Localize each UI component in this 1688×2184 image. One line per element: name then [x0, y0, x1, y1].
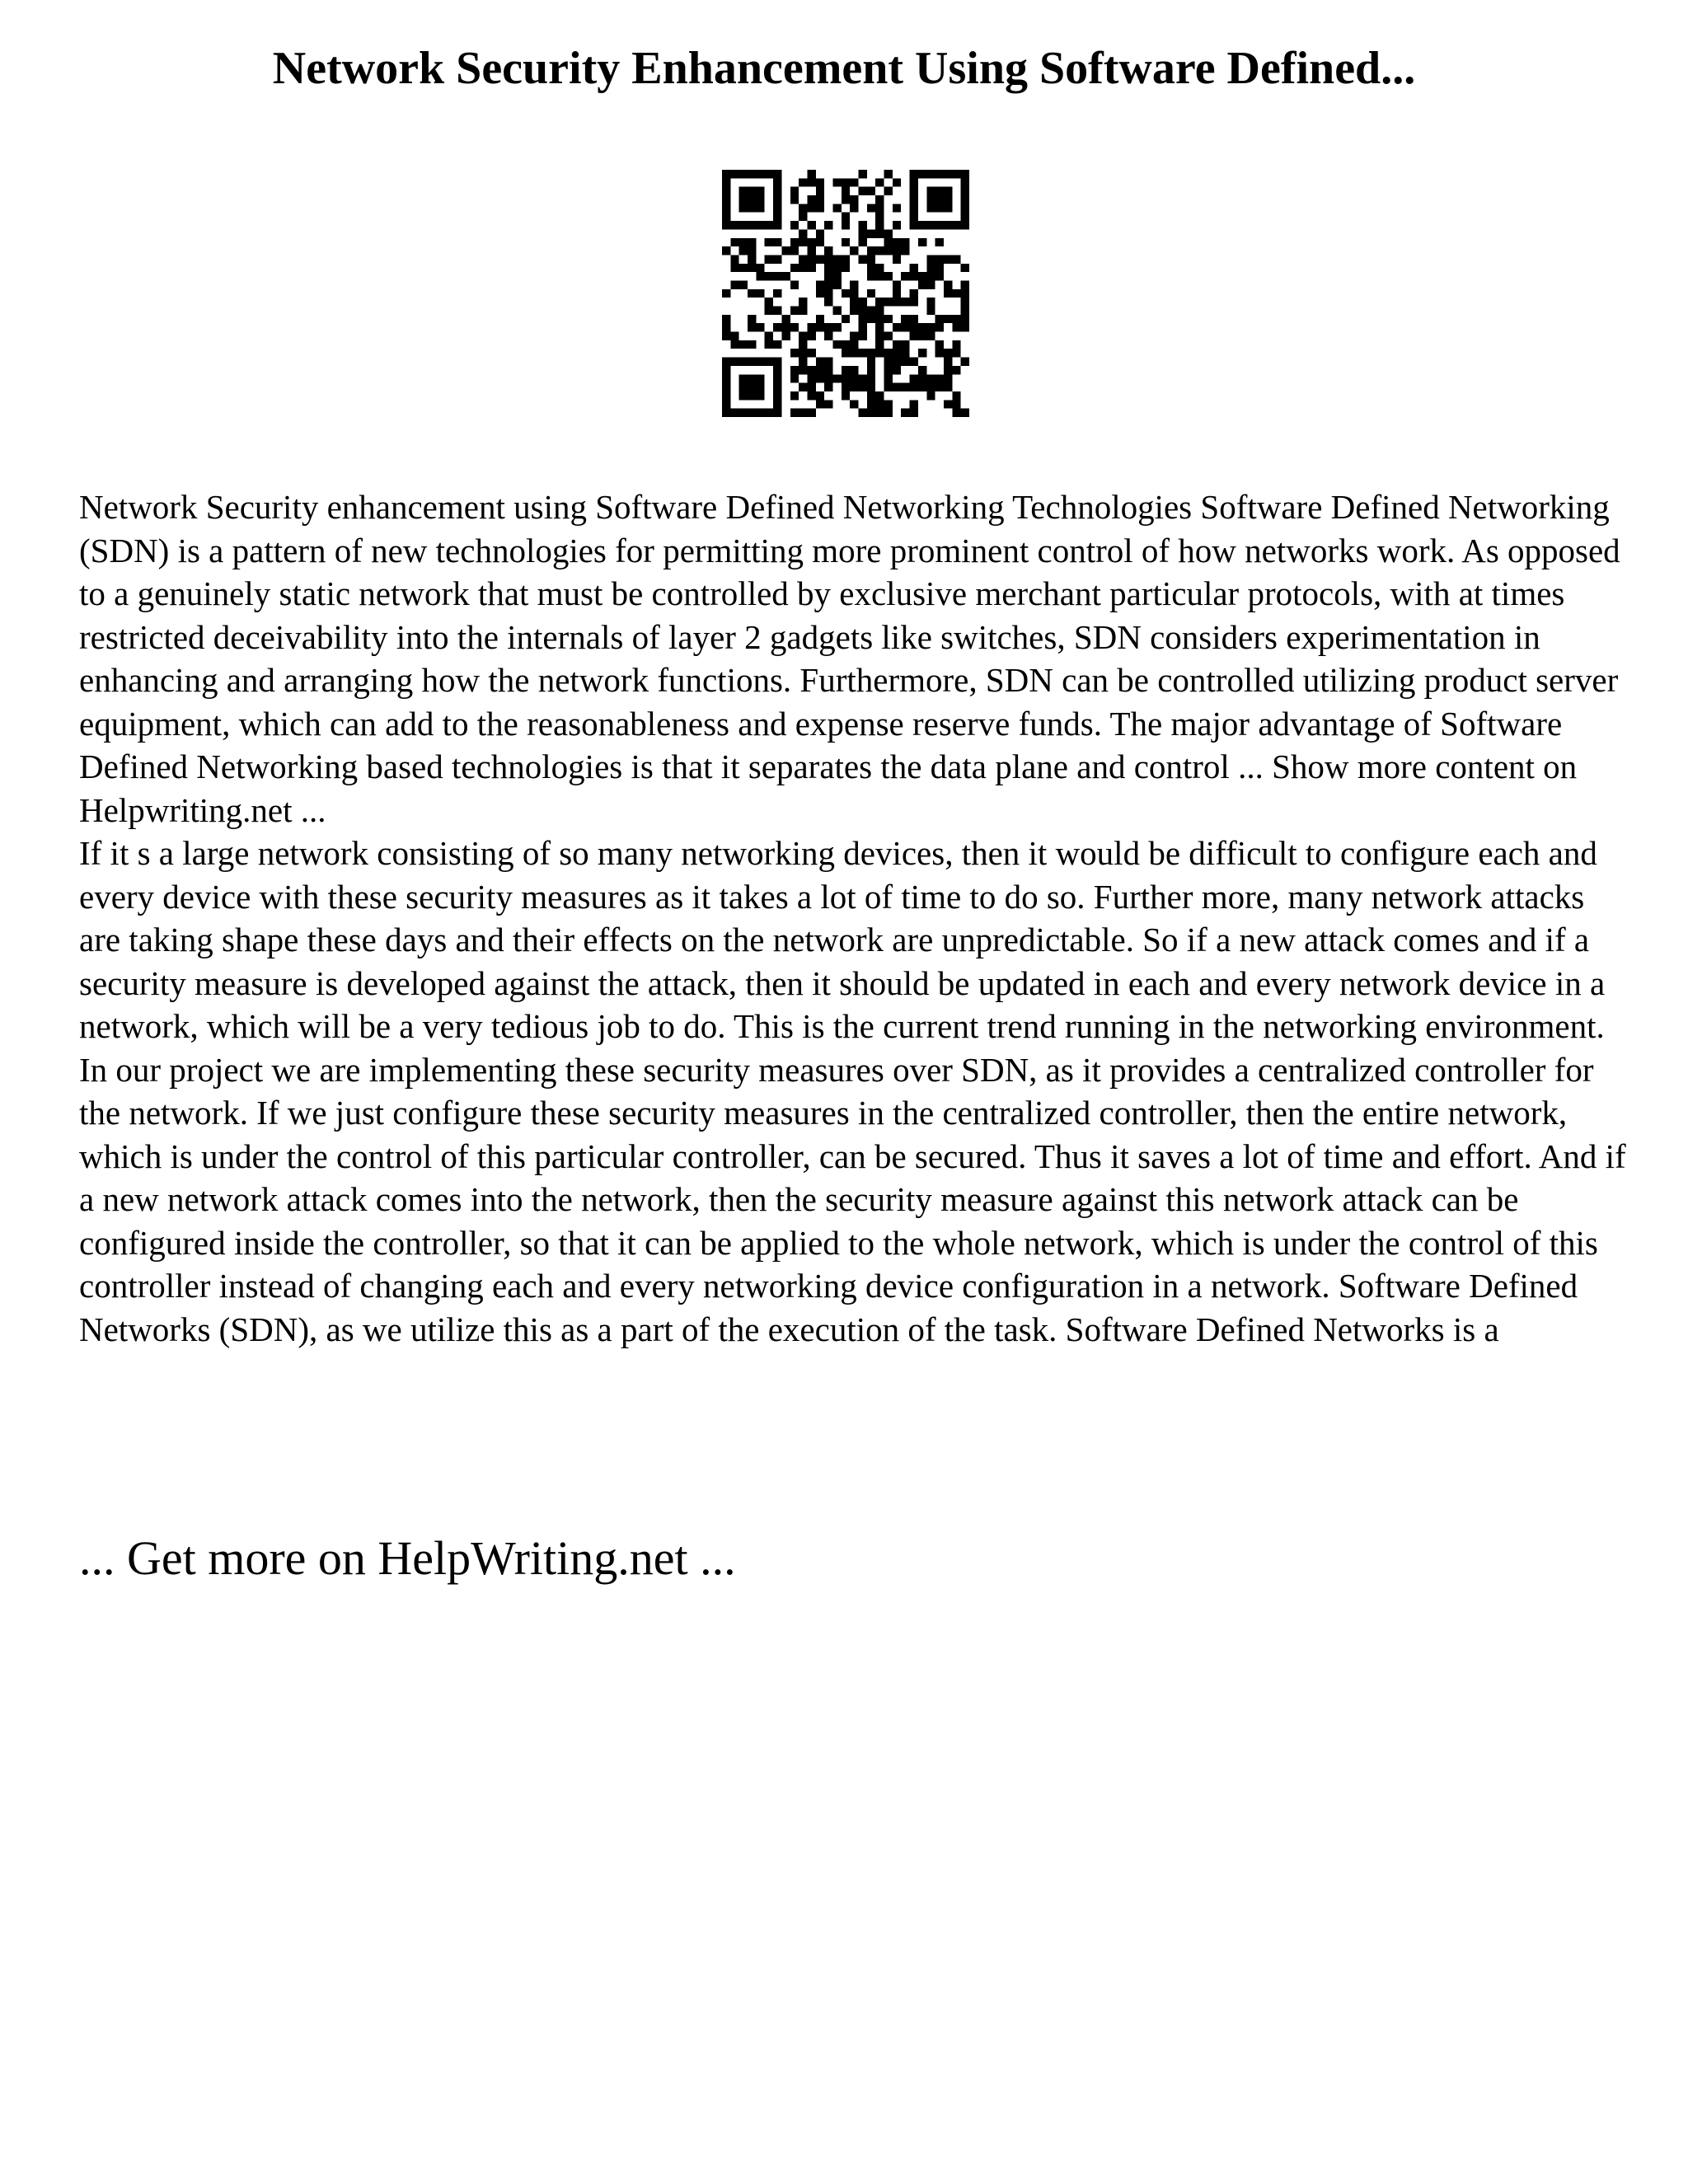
- paragraph: If it s a large network consisting of so many networking devices, then it would be difficult to configure each and every device with these security measures as it takes a lot of time to do so. Further more, many network attacks are taking shape these days and their effects on the network are unpredictable. So if a new attack comes and if a security measure is developed against the attack, then it should be updated in each and every network device in a network, which will be a very tedious job to do. This is the current trend running in the networking environment. In our project we are implementing these security measures over SDN, as it provides a centralized controller for the network. If we just configure these security measures in the centralized controller, then the entire network, which is under the control of this particular controller, can be secured. Thus it saves a lot of time and effort. And if a new network attack comes into the network, then the security measure against this network attack can be configured inside the controller, so that it can be applied to the whole network, which is under the control of this controller instead of changing each and every networking device configuration in a network. Software Defined Networks (SDN), as we utilize this as a part of the execution of the task. Software Defined Networks is a: [79, 834, 1626, 1348]
- page-title: Network Security Enhancement Using Software Defined...: [272, 43, 1416, 94]
- qr-code-icon: [722, 170, 969, 417]
- article-body: [79, 485, 1629, 1351]
- paragraph: Network Security enhancement using Software Defined Networking Technologies Software Defined Networking (SDN) is a pattern of new technologies for permitting more prominent control of how networks work. As opposed to a genuinely static network that must be controlled by exclusive merchant particular protocols, with at times restricted deceivability into the internals of layer 2 gadgets like switches, SDN considers experimentation in enhancing and arranging how the network functions. Furthermore, SDN can be controlled utilizing product server equipment, which can add to the reasonableness and expense reserve funds. The major advantage of Software Defined Networking based technologies is that it separates the data plane and control ... Show more content on Helpwriting.net ...: [79, 488, 1620, 829]
- get-more-link[interactable]: ... Get more on HelpWriting.net ...: [79, 1531, 736, 1585]
